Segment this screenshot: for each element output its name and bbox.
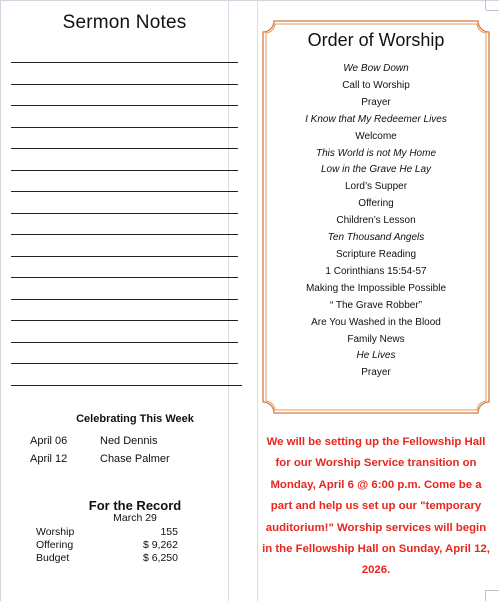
note-line[interactable] [11,148,238,149]
note-line[interactable] [11,342,238,343]
worship-item: Are You Washed in the Blood [311,316,441,328]
note-line[interactable] [11,127,238,128]
record-row [36,539,178,551]
page-top-edge [0,0,499,1]
record-value: $ 9,262 [142,539,178,551]
worship-item: Scripture Reading [335,248,417,260]
worship-item: Children’s Lesson [336,215,416,227]
celebration-entry [30,453,170,465]
worship-item: This World is not My Home [315,147,437,159]
worship-item: Offering [358,198,394,210]
celebration-name: Chase Palmer [100,453,170,465]
worship-item: Prayer [361,367,391,379]
crop-mark [486,590,499,591]
note-line[interactable] [11,320,238,321]
note-line[interactable] [11,62,238,63]
record-date: March 29 [113,512,157,524]
worship-item: Family News [347,333,405,345]
worship-item: Low in the Grave He Lay [320,164,432,176]
order-of-worship-title: Order of Worship [307,30,445,50]
worship-item: Welcome [355,130,397,142]
note-line[interactable] [11,170,238,171]
note-line[interactable] [11,84,238,85]
celebration-entry [30,435,157,447]
record-label: Worship [36,526,75,538]
crop-mark [485,0,486,10]
worship-item: “ The Grave Robber” [329,299,423,311]
note-line[interactable] [11,234,238,235]
record-value: $ 6,250 [142,552,178,564]
note-line[interactable] [11,213,238,214]
note-line[interactable] [11,191,238,192]
crop-mark [485,590,486,601]
note-line[interactable] [11,105,238,106]
worship-item: Ten Thousand Angels [327,232,425,244]
note-line[interactable] [11,385,242,386]
note-line[interactable] [11,256,238,257]
celebration-name: Ned Dennis [100,435,158,447]
note-line[interactable] [11,299,238,300]
crop-mark [486,10,499,11]
worship-item: Prayer [361,96,391,108]
order-of-worship-list [262,61,490,382]
record-title: For the Record [88,498,182,513]
fellowship-hall-announcement: We will be setting up the Fellowship Hall for our Worship Service transition on Monday, April 6 @ 6:00 p.m. Come be a part and help us set up our "temporary auditorium!" Worship services will begin in the Fellowship Hall on Sunday, April 12, 2026. [262,436,490,577]
worship-item: 1 Corinthians 15:54-57 [325,265,427,277]
record-label: Offering [36,539,74,551]
worship-item: Call to Worship [342,79,410,91]
note-line[interactable] [11,363,238,364]
celebrating-title: Celebrating This Week [76,413,194,425]
record-value: 155 [160,526,178,538]
record-row [36,552,178,564]
note-line[interactable] [11,277,238,278]
worship-item: He Lives [356,350,396,362]
celebration-date: April 12 [30,453,68,465]
worship-item: We Bow Down [343,63,409,74]
worship-item: Lord’s Supper [344,181,408,193]
record-row [36,526,178,538]
worship-item: Making the Impossible Possible [305,282,447,294]
worship-item: I Know that My Redeemer Lives [305,113,447,125]
sermon-notes-title: Sermon Notes [62,12,187,33]
celebration-date: April 06 [30,435,68,447]
record-label: Budget [36,552,70,564]
